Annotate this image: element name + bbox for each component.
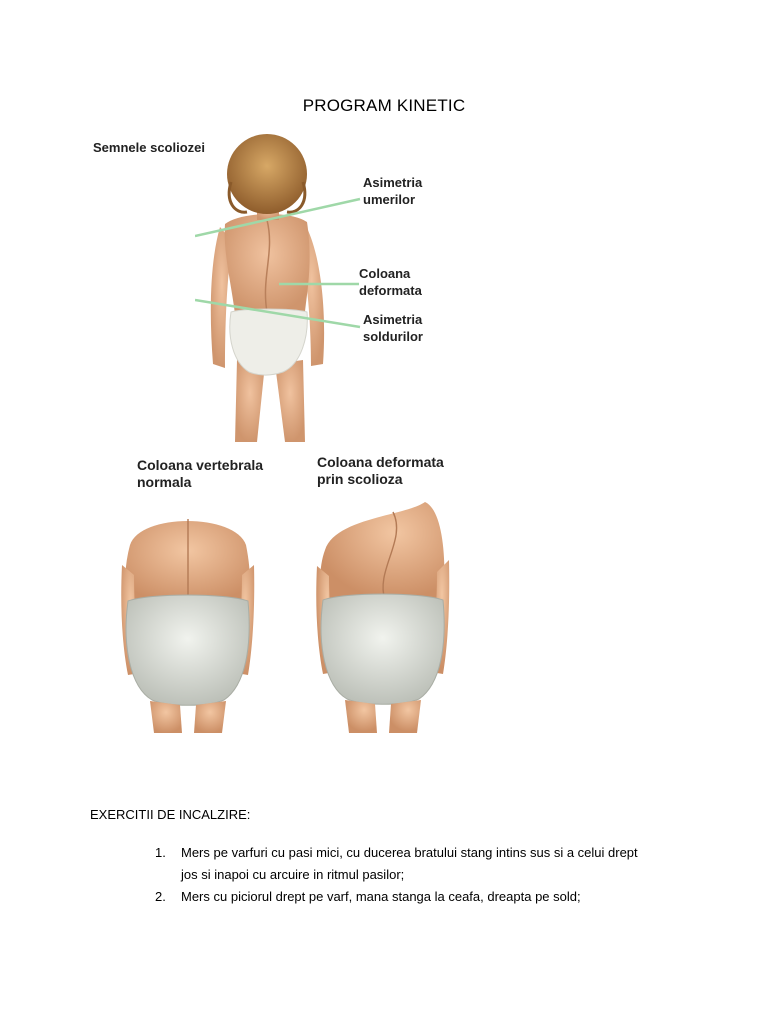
list-item-number: 2.: [155, 889, 166, 904]
label-line: Asimetria: [363, 312, 423, 327]
list-item-text: Mers cu piciorul drept pe varf, mana stanga la ceafa, dreapta pe sold;: [181, 889, 581, 904]
figure-title: Semnele scoliozei: [93, 140, 205, 155]
caption-line: prin scolioza: [317, 471, 403, 487]
scoliosis-spine-illustration: [315, 500, 450, 733]
list-item: [155, 842, 715, 886]
child-back-illustration: [195, 132, 370, 447]
label-line: Asimetria: [363, 175, 423, 190]
caption-normal-spine: [137, 457, 263, 491]
list-item-number: 1.: [155, 845, 166, 860]
caption-line: normala: [137, 474, 192, 490]
normal-spine-illustration: [120, 505, 255, 733]
list-item-text: Mers pe varfuri cu pasi mici, cu ducerea bratului stang intins sus si a celui drept: [181, 845, 638, 860]
caption-line: Coloana vertebrala: [137, 457, 264, 473]
caption-scoliosis-spine: [317, 454, 444, 488]
label-line: soldurilor: [363, 329, 423, 344]
label-deformed-spine: [359, 265, 422, 299]
list-item-text: jos si inapoi cu arcuire in ritmul pasilor;: [181, 867, 405, 882]
label-line: deformata: [359, 283, 422, 298]
list-item: [155, 886, 715, 908]
label-line: umerilor: [363, 192, 416, 207]
label-shoulder-asymmetry: [363, 174, 422, 208]
caption-line: Coloana deformata: [317, 454, 444, 470]
label-hip-asymmetry: [363, 311, 423, 345]
section-heading: EXERCITII DE INCALZIRE:: [90, 807, 251, 822]
exercise-list: [155, 842, 715, 908]
page-title: PROGRAM KINETIC: [302, 96, 466, 115]
label-line: Coloana: [359, 266, 411, 281]
